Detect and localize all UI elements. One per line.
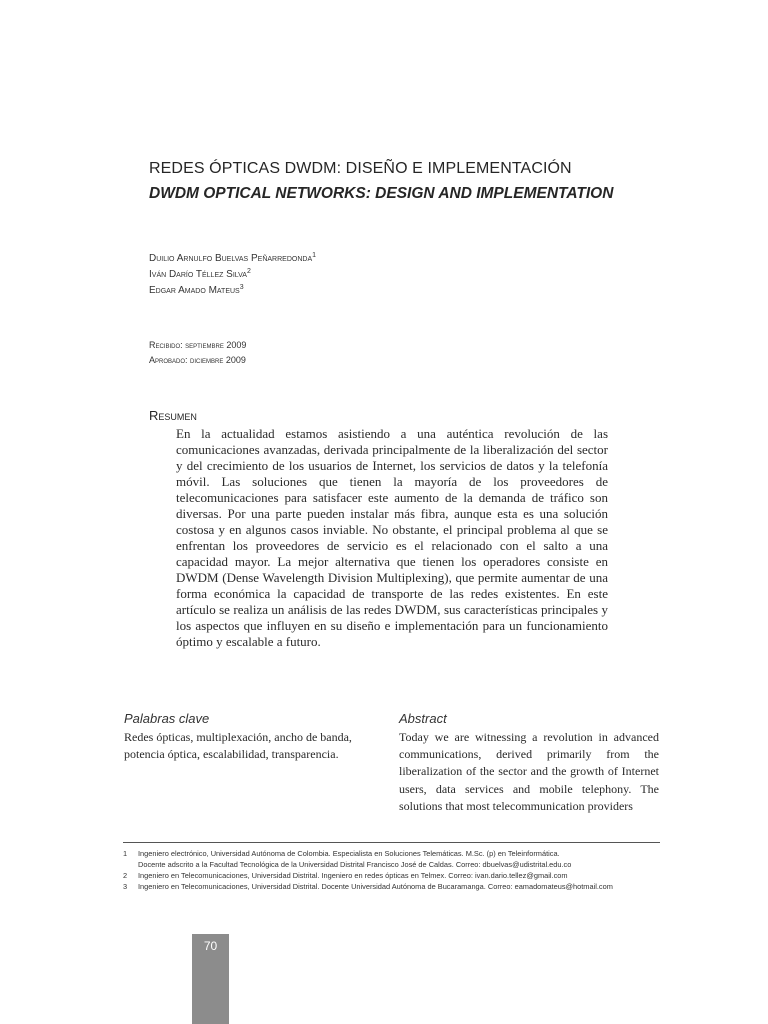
page-number-tab xyxy=(192,934,229,1024)
footnote-divider xyxy=(123,842,660,843)
footnotes xyxy=(123,848,663,892)
resumen-heading: Resumen xyxy=(149,408,197,423)
page-number: 70 xyxy=(203,939,218,953)
footnote-mark: 2 xyxy=(246,268,251,275)
author: Edgar Amado Mateus$^3$ xyxy=(149,284,244,296)
footnote: 1 Ingeniero electrónico, Universidad Autónoma de Colombia. Especialista en Soluciones Telemáticas. M.Sc. (p) en Teleinformática. Docente adscrito a la Facultad Tecnológica de la Universidad Distrital Francisco José de Caldas. Correo: dbuelvas@udistrital.edu.co xyxy=(123,849,572,869)
title-spanish: REDES ÓPTICAS DWDM: DISEÑO E IMPLEMENTACIÓN xyxy=(149,160,572,177)
abstract-heading: Abstract xyxy=(399,711,447,726)
footnote: 2 Ingeniero en Telecomunicaciones, Universidad Distrital. Ingeniero en redes ópticas en Telmex. Correo: ivan.dario.tellez@gmail.com xyxy=(123,871,568,880)
approved-date: Aprobado: diciembre 2009 xyxy=(149,355,246,365)
footnote-mark: 1 xyxy=(312,252,317,259)
title-english: DWDM OPTICAL NETWORKS: DESIGN AND IMPLEMENTATION xyxy=(149,185,614,202)
footnote-mark: 3 xyxy=(239,284,244,291)
author: Iván Darío Téllez Silva$^2$ xyxy=(149,268,251,280)
dates-block xyxy=(149,338,246,368)
author: Duilio Arnulfo Buelvas Peñarredonda$^1$ xyxy=(149,252,317,264)
author-list xyxy=(149,248,316,296)
abstract-body: Today we are witnessing a revolution in advanced communications, derived primarily from the liberalization of the sector and the growth of Internet users, data services and mobile telephony. The solutions that most telecommunication providers xyxy=(399,730,659,813)
keywords-body: Redes ópticas, multiplexación, ancho de banda, potencia óptica, escalabilidad, transparencia. xyxy=(124,730,352,761)
footnote: 3 Ingeniero en Telecomunicaciones, Universidad Distrital. Docente Universidad Autónoma de Bucaramanga. Correo: eamadomateus@hotmail.com xyxy=(123,882,613,891)
keywords-heading: Palabras clave xyxy=(124,711,210,726)
received-date: Recibido: septiembre 2009 xyxy=(149,340,247,350)
resumen-body: En la actualidad estamos asistiendo a una auténtica revolución de las comunicaciones avanzadas, derivada principalmente de la liberalización del sector y del crecimiento de los usuarios de Internet, los servicios de datos y la telefonía móvil. Las soluciones que tienen la mayoría de los proveedores de telecomunicaciones para satisfacer este aumento de la demanda de tráfico son diversas. Por una parte pueden instalar más fibra, aunque esta es una solución costosa y en algunos casos inviable. No obstante, el principal problema al que se enfrentan los proveedores de servicio es el relacionado con el salto a una capacidad mayor. La mejor alternativa que tienen los operadores consiste en DWDM (Dense Wavelength Division Multiplexing), que permite aumentar de una forma económica la capacidad de transporte de las redes existentes. En este artículo se realiza un análisis de las redes DWDM, sus características principales y los aspectos que influyen en su diseño e implementación para un funcionamiento óptimo y escalable a futuro. xyxy=(176,426,608,649)
